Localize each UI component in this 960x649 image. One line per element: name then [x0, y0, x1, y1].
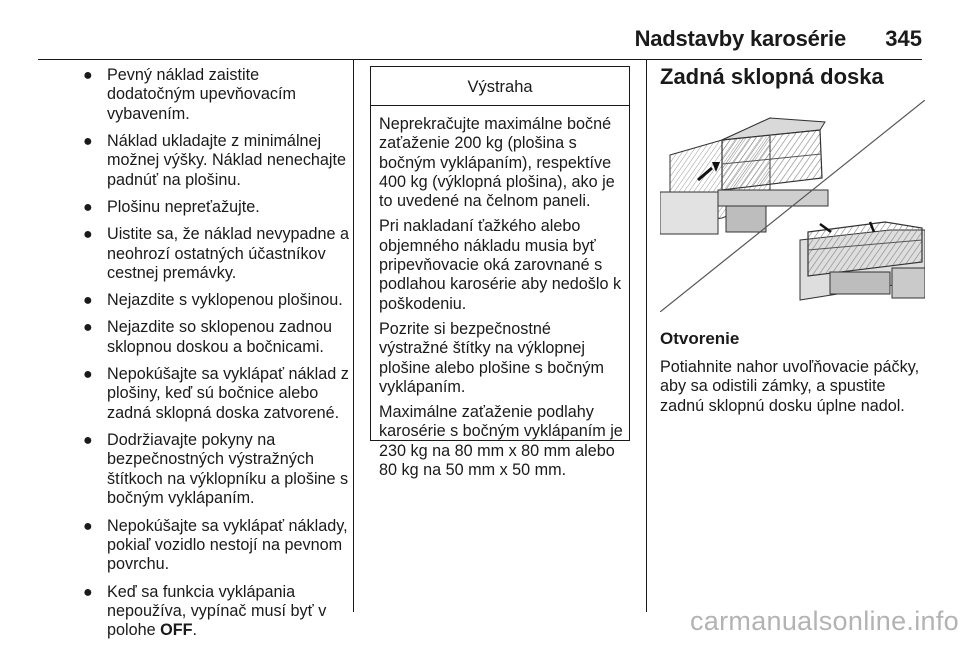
bullet-icon: ● [83, 432, 93, 450]
bullet-icon: ● [83, 366, 93, 384]
warning-paragraph: Neprekračujte maximálne bočné zaťaženie 200 kg (plošina s bočným vyklápaním), respektíve 400 kg (výklopná plošina), ako je to uvedené na čelnom paneli. [379, 115, 615, 211]
list-item: ● Uistite sa, že náklad nevypadne a neohrozí ostatných účastníkov cestnej premávky. [83, 225, 350, 283]
list-item: ● Keď sa funkcia vyklápania nepoužíva, vypínač musí byť v polohe OFF. [83, 582, 327, 640]
list-item: ● Dodržiavajte pokyny na bezpečnostných výstražných štítkoch na výklopníku a plošine s bočným vyklápaním. [83, 431, 349, 508]
header-rule [38, 59, 922, 60]
watermark: carmanualsonline.info [690, 606, 959, 636]
column-divider-right [646, 59, 647, 612]
lower-truck-view [800, 222, 925, 300]
warning-paragraph: Maximálne zaťaženie podlahy karosérie s bočným vyklápaním je 230 kg na 80 mm x 80 mm alebo 80 kg na 50 mm x 50 mm. [379, 403, 623, 480]
list-item: ● Nejazdite so sklopenou zadnou sklopnou doskou a bočnicami. [83, 318, 332, 356]
page-header [0, 26, 960, 54]
bullet-icon: ● [83, 133, 93, 151]
page-number: 345 [885, 26, 922, 51]
warning-title: Výstraha [371, 67, 629, 106]
warning-box [370, 66, 630, 480]
tailgate-illustration-icon [660, 100, 925, 312]
bullet-icon: ● [83, 517, 93, 535]
header-title: Nadstavby karosérie [634, 26, 846, 51]
list-item: ● Nepokúšajte sa vyklápať náklad z plošiny, keď sú bočnice alebo zadná sklopná doska zatvorené. [83, 365, 349, 422]
bullet-icon: ● [83, 319, 93, 337]
tailgate-illustration [660, 100, 925, 312]
subsection-body: Potiahnite nahor uvoľňovacie páčky, aby sa odistili zámky, a spustite zadnú sklopnú dosku úplne nadol. [660, 358, 920, 415]
bullet-icon: ● [83, 199, 93, 217]
left-column [80, 66, 350, 649]
bullet-icon: ● [83, 292, 93, 310]
precaution-list [80, 66, 350, 641]
section-title: Zadná sklopná doska [660, 64, 884, 89]
bullet-icon: ● [83, 67, 93, 84]
bullet-icon: ● [83, 583, 93, 601]
list-item: ● Nejazdite s vyklopenou plošinou. [83, 291, 343, 310]
column-divider-left [353, 59, 354, 612]
warning-paragraph: Pozrite si bezpečnostné výstražné štítky na výklopnej plošine alebo plošine s bočným vyklápaním. [379, 319, 604, 396]
list-item: ● Nepokúšajte sa vyklápať náklady, pokiaľ vozidlo nestojí na pevnom povrchu. [83, 516, 348, 574]
warning-paragraph: Pri nakladaní ťažkého alebo objemného nákladu musia byť pripevňovacie oká zarovnané s podlahou karosérie aby nedošlo k poškodeniu. [379, 217, 622, 313]
list-item: ● Plošinu nepreťažujte. [83, 198, 260, 217]
off-label: OFF [160, 621, 193, 640]
warning-body [371, 106, 629, 480]
list-item: ● Pevný náklad zaistite dodatočným upevňovacím vybavením. [83, 66, 296, 123]
subsection-title: Otvorenie [660, 329, 740, 348]
bullet-icon: ● [83, 226, 93, 244]
list-item: ● Náklad ukladajte z minimálnej možnej výšky. Náklad nenechajte padnúť na plošinu. [83, 132, 347, 189]
